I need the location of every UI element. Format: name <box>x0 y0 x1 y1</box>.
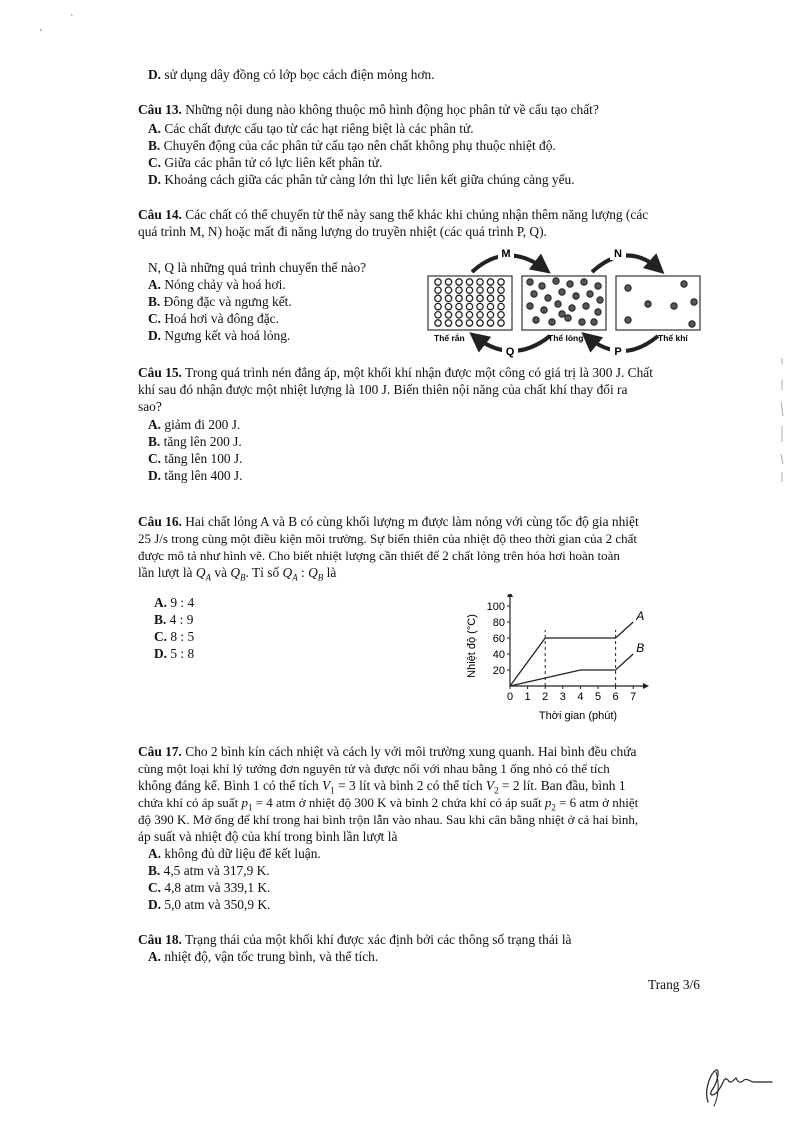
page-number: Trang 3/6 <box>648 977 700 992</box>
q15-question-line2: khí sau đó nhận được một nhiệt lượng là 100 J. Biến thiên nội năng của chất khí thay đổi ra <box>138 382 628 397</box>
particle <box>456 287 462 293</box>
q15-answer-d <box>148 467 243 484</box>
particle <box>487 303 493 309</box>
q16-answer-a <box>154 594 194 611</box>
scan-mark: ' <box>40 28 42 39</box>
particle <box>445 287 451 293</box>
answer-text: Giữa các phân tử có lực liên kết phân tử. <box>164 155 383 170</box>
temperature-time-chart <box>460 594 670 728</box>
particle <box>591 319 597 325</box>
particle <box>691 299 697 305</box>
particle <box>569 305 575 311</box>
particle <box>553 278 559 284</box>
q17-answer-a <box>148 845 321 862</box>
particle <box>435 312 441 318</box>
particle <box>487 312 493 318</box>
particle <box>625 285 631 291</box>
particle <box>595 283 601 289</box>
answer-label: C. <box>148 155 162 170</box>
answer-text: nhiệt độ, vận tốc trung bình, và thể tích. <box>164 949 379 964</box>
particle <box>559 311 565 317</box>
particle <box>435 287 441 293</box>
q17-question-line5: độ 390 K. Mở ống để khí trong hai bình trộn lẫn vào nhau. Sau khi cân bằng nhiệt ở cả hai bình, <box>138 812 639 827</box>
subscript: 1 <box>247 802 253 813</box>
particle <box>456 303 462 309</box>
q17-question-line2: cùng một loại khí lý tưởng đơn nguyên tử và được nối với nhau bằng 1 ống nhỏ có thể tích <box>138 761 610 776</box>
q16-question-line2: 25 J/s trong cùng một điều kiện môi trường. Sự biến thiên của nhiệt độ theo thời gian của 2 chất <box>138 531 638 546</box>
particle <box>435 320 441 326</box>
answer-label: D. <box>148 468 162 483</box>
text-fragment: lần lượt là <box>138 565 196 580</box>
answer-text: tăng lên 400 J. <box>164 468 243 483</box>
answer-text: 9 : 4 <box>170 595 195 610</box>
particle <box>498 295 504 301</box>
x-axis-label: Thời gian (phút) <box>538 710 618 722</box>
question-text: Trong quá trình nén đẳng áp, một khối khí nhận được một công có giá trị là 300 J. Chất <box>185 365 653 380</box>
particle <box>487 287 493 293</box>
particle <box>456 320 462 326</box>
particle <box>539 283 545 289</box>
phase-change-diagram <box>422 244 714 362</box>
subscript: A <box>205 572 212 583</box>
text-fragment: . Tỉ số <box>245 565 283 580</box>
question-text: Những nội dung nào không thuộc mô hình động học phân tử về cấu tạo chất? <box>185 102 599 117</box>
answer-label: D. <box>154 646 168 661</box>
symbol-qa: Q <box>282 565 293 580</box>
label-gas: Thể khí <box>658 333 688 343</box>
particle <box>445 320 451 326</box>
answer-label: B. <box>148 863 161 878</box>
answer-text: 4 : 9 <box>169 612 194 627</box>
answer-label: B. <box>148 434 161 449</box>
answer-text: giảm đi 200 J. <box>164 417 241 432</box>
particle <box>466 303 472 309</box>
subscript: B <box>317 572 324 583</box>
q13-answer-d <box>148 171 575 188</box>
scan-mark: ` <box>70 14 74 25</box>
particle <box>583 303 589 309</box>
particle <box>435 303 441 309</box>
particle <box>671 303 677 309</box>
answer-text: tăng lên 100 J. <box>164 451 243 466</box>
particle <box>466 320 472 326</box>
answer-label: B. <box>148 138 161 153</box>
particle <box>466 279 472 285</box>
q16-answer-d <box>154 645 194 662</box>
answer-text: Khoảng cách giữa các phân tử càng lớn thì lực liên kết giữa chúng càng yếu. <box>164 172 575 187</box>
answer-label: C. <box>154 629 168 644</box>
y-tick-label: 60 <box>492 633 505 645</box>
particle <box>456 295 462 301</box>
particle <box>445 279 451 285</box>
q14-answer-d <box>148 327 290 344</box>
q14-answer-a <box>148 276 286 293</box>
q12-answer-d <box>148 66 435 83</box>
series-label-a: A <box>636 609 645 623</box>
answer-text: 5 : 8 <box>170 646 195 661</box>
answer-text: 5,0 atm và 350,9 K. <box>164 897 271 912</box>
particle <box>498 303 504 309</box>
q14-question <box>138 206 648 223</box>
x-tick-label: 6 <box>612 691 619 703</box>
q17-answer-d <box>148 896 270 913</box>
answer-text: không đủ dữ liệu để kết luận. <box>164 846 321 861</box>
particle <box>477 287 483 293</box>
answer-label: B. <box>154 612 167 627</box>
question-number: Câu 14. <box>138 207 182 222</box>
particle <box>597 297 603 303</box>
x-tick-label: 0 <box>506 691 514 703</box>
answer-label: A. <box>154 595 168 610</box>
particle <box>545 295 551 301</box>
answer-text: 4,5 atm và 317,9 K. <box>163 863 270 878</box>
question-number: Câu 17. <box>138 744 182 759</box>
x-tick-label: 7 <box>630 691 637 703</box>
text-fragment: = 2 lít. Ban đầu, bình 1 <box>498 778 626 793</box>
question-number: Câu 15. <box>138 365 182 380</box>
x-tick-label: 4 <box>577 691 584 703</box>
particle <box>579 319 585 325</box>
q13-question <box>138 101 599 118</box>
particle <box>445 303 451 309</box>
particle <box>477 295 483 301</box>
q18-answer-a <box>148 948 378 965</box>
particle <box>456 279 462 285</box>
particle <box>487 320 493 326</box>
particle <box>498 312 504 318</box>
question-text: Các chất có thể chuyển từ thể này sang thể khác khi chúng nhận thêm năng lượng (các <box>185 207 649 222</box>
subscript: A <box>292 572 298 583</box>
q17-answer-b <box>148 862 270 879</box>
text-fragment: = 3 lít và bình 2 có thể tích <box>334 778 486 793</box>
q14-subquestion: N, Q là những quá trình chuyển thể nào? <box>148 260 367 275</box>
answer-text: Các chất được cấu tạo từ các hạt riêng biệt là các phân tử. <box>164 121 474 136</box>
text-fragment: không đáng kể. Bình 1 có thể tích <box>138 778 323 793</box>
symbol-qa: Q <box>195 565 206 580</box>
symbol-v2: V <box>485 778 495 793</box>
answer-label: A. <box>148 417 162 432</box>
particle <box>477 320 483 326</box>
particle <box>573 293 579 299</box>
answer-text: Đông đặc và ngưng kết. <box>163 294 292 309</box>
x-tick-label: 3 <box>559 691 566 703</box>
question-text: Hai chất lỏng A và B có cùng khối lượng m được làm nóng với cùng tốc độ gia nhiệt <box>185 514 639 529</box>
particle <box>466 287 472 293</box>
q13-answer-b <box>148 137 556 154</box>
answer-label: D. <box>148 172 162 187</box>
label-n: N <box>614 248 622 260</box>
subscript: B <box>240 572 246 583</box>
label-m: M <box>501 248 511 260</box>
text-fragment: : <box>297 565 309 580</box>
answer-label: A. <box>148 949 162 964</box>
answer-text: 4,8 atm và 339,1 K. <box>164 880 271 895</box>
particle <box>587 291 593 297</box>
answer-label: C. <box>148 451 162 466</box>
series-line-a <box>510 622 633 686</box>
particle <box>567 281 573 287</box>
q13-answer-a <box>148 120 474 137</box>
symbol-v1: V <box>322 778 331 793</box>
q14-answer-b <box>148 293 292 310</box>
q15-answer-b <box>148 433 242 450</box>
particle <box>541 307 547 313</box>
q17-question <box>138 743 636 760</box>
answer-text: Chuyển động của các phân tử cấu tạo nên chất không phụ thuộc nhiệt độ. <box>163 138 556 153</box>
q16-answer-b <box>154 611 193 628</box>
particle <box>487 295 493 301</box>
particle <box>435 295 441 301</box>
symbol-p1: p <box>241 795 248 810</box>
x-tick-label: 1 <box>524 691 531 703</box>
answer-label: D. <box>148 67 162 82</box>
particle <box>477 312 483 318</box>
subscript: 1 <box>330 785 335 796</box>
question-text: Trạng thái của một khối khí được xác định bởi các thông số trạng thái là <box>185 932 572 947</box>
y-tick-label: 40 <box>492 649 505 661</box>
answer-text: tăng lên 200 J. <box>163 434 242 449</box>
particle <box>435 279 441 285</box>
answer-text: 8 : 5 <box>170 629 195 644</box>
answer-label: C. <box>148 880 162 895</box>
particle <box>445 295 451 301</box>
particle <box>477 279 483 285</box>
answer-text: Ngưng kết và hoá lỏng. <box>164 328 291 343</box>
text-fragment: chứa khí có áp suất <box>138 795 242 810</box>
answer-label: C. <box>148 311 162 326</box>
answer-label: A. <box>148 277 162 292</box>
q17-answer-c <box>148 879 270 896</box>
answer-text: sử dụng dây đồng có lớp bọc cách điện mỏng hơn. <box>164 67 435 82</box>
particle <box>595 309 601 315</box>
label-p: P <box>614 346 622 358</box>
particle <box>466 295 472 301</box>
label-solid: Thể rắn <box>434 333 465 343</box>
particle <box>498 279 504 285</box>
particle <box>581 279 587 285</box>
q18-question <box>138 931 572 948</box>
answer-text: Hoá hơi và đông đặc. <box>164 311 279 326</box>
particle <box>681 281 687 287</box>
q16-question <box>138 513 639 530</box>
particle <box>456 312 462 318</box>
symbol-qb: Q <box>308 565 318 580</box>
symbol-qb: Q <box>230 565 241 580</box>
q16-question-line3: được mô tả như hình vẽ. Cho biết nhiệt lượng cần thiết để 2 chất lỏng trên hóa hơi hoàn toàn <box>138 548 620 563</box>
x-tick-label: 2 <box>542 691 549 703</box>
particle <box>527 303 533 309</box>
particle <box>487 279 493 285</box>
particle <box>645 301 651 307</box>
q14-question-line2: quá trình M, N) hoặc mất đi năng lượng do truyền nhiệt (các quá trình P, Q). <box>138 224 547 239</box>
q15-answer-a <box>148 416 240 433</box>
series-line-b <box>510 654 633 686</box>
q15-question <box>138 364 653 381</box>
particle <box>565 315 571 321</box>
particle <box>549 319 555 325</box>
q15-answer-c <box>148 450 243 467</box>
particle <box>531 291 537 297</box>
x-tick-label: 5 <box>594 691 602 703</box>
symbol-p2: p <box>544 795 552 810</box>
signature <box>694 1060 774 1110</box>
answer-text: Nóng chảy và hoá hơi. <box>164 277 286 292</box>
particle <box>559 289 565 295</box>
answer-label: A. <box>148 846 162 861</box>
y-tick-label: 80 <box>492 617 505 629</box>
question-text: Cho 2 bình kín cách nhiệt và cách ly với môi trường xung quanh. Hai bình đều chứa <box>185 744 637 759</box>
q13-answer-c <box>148 154 382 171</box>
text-fragment: và <box>211 565 231 580</box>
question-number: Câu 18. <box>138 932 182 947</box>
particle <box>533 317 539 323</box>
answer-label: A. <box>148 121 162 136</box>
margin-marks <box>776 356 788 486</box>
label-liquid: Thể lỏng <box>548 333 584 343</box>
question-number: Câu 13. <box>138 102 182 117</box>
answer-label: B. <box>148 294 161 309</box>
particle <box>555 301 561 307</box>
particle <box>625 317 631 323</box>
subscript: 2 <box>494 785 499 796</box>
y-axis-label: Nhiệt độ (°C) <box>466 614 478 678</box>
text-fragment: = 4 atm ở nhiệt độ 300 K và bình 2 chứa khí có áp suất <box>252 795 545 810</box>
label-q: Q <box>505 346 515 358</box>
q17-question-line6: áp suất và nhiệt độ của khí trong bình lần lượt là <box>138 829 398 844</box>
subscript: 2 <box>551 802 556 813</box>
question-number: Câu 16. <box>138 514 182 529</box>
particle <box>477 303 483 309</box>
y-tick-label: 100 <box>486 601 505 613</box>
particle <box>498 320 504 326</box>
text-fragment: = 6 atm ở nhiệt <box>555 795 639 810</box>
text-fragment: là <box>323 565 337 580</box>
particle <box>689 321 695 327</box>
particle <box>498 287 504 293</box>
particle <box>466 312 472 318</box>
particle <box>445 312 451 318</box>
series-label-b: B <box>636 641 645 655</box>
q16-question-line4 <box>138 564 336 587</box>
answer-label: D. <box>148 897 162 912</box>
q14-answer-c <box>148 310 279 327</box>
y-tick-label: 20 <box>492 665 505 677</box>
q15-question-line3: sao? <box>138 399 162 414</box>
answer-label: D. <box>148 328 162 343</box>
q16-answer-c <box>154 628 194 645</box>
particle <box>527 279 533 285</box>
